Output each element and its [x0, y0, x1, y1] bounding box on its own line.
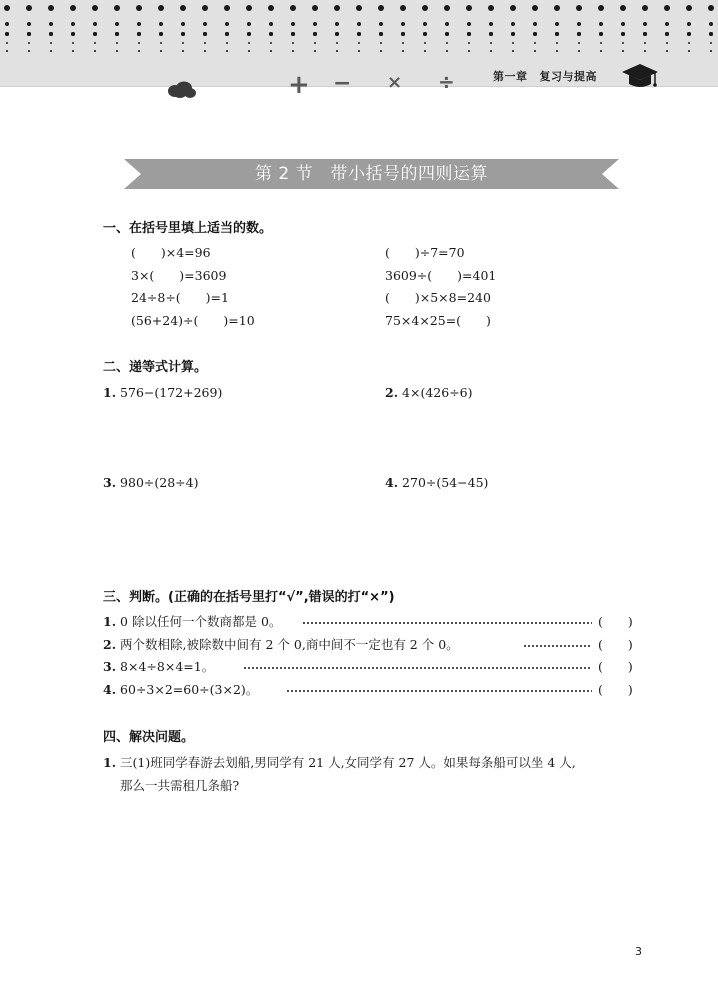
decorative-dot: [159, 32, 162, 35]
answer-bracket: ( ): [598, 614, 633, 629]
decorative-dot: [599, 32, 602, 35]
item-number: 2.: [385, 385, 399, 400]
decorative-dot: [577, 32, 580, 35]
decorative-dot: [445, 22, 449, 26]
section-title: 第 2 节 带小括号的四则运算: [254, 164, 489, 184]
decorative-dot: [181, 22, 185, 26]
decorative-dot: [378, 5, 384, 11]
decorative-dot: [600, 42, 602, 44]
decorative-dot: [556, 42, 558, 44]
answer-bracket: ( ): [598, 659, 633, 674]
decorative-dot: [204, 50, 206, 52]
decorative-dot: [27, 32, 30, 35]
decorative-dot: [137, 22, 141, 26]
decorative-dot: [446, 42, 448, 44]
calc-expression: 270÷(54−45): [402, 475, 489, 490]
dot-leader: [302, 621, 592, 625]
decorative-dot: [665, 22, 669, 26]
decorative-dot: [642, 5, 648, 11]
decorative-dot: [622, 42, 624, 44]
decorative-dot: [247, 32, 250, 35]
fill-blank-item: 75×4×25=( ): [385, 313, 491, 328]
decorative-dot: [158, 5, 164, 11]
fill-blank-item: 3609÷( )=401: [385, 268, 497, 283]
judge-statement: 8×4÷8×4=1。: [120, 659, 215, 674]
decorative-dot: [160, 42, 162, 44]
decorative-dot: [665, 32, 668, 35]
decorative-dot: [511, 22, 515, 26]
decorative-dot: [644, 50, 646, 52]
decorative-dot: [268, 5, 274, 11]
judge-item: [103, 637, 459, 653]
calc-item: [385, 475, 488, 491]
section-3-heading: 三、判断。(正确的在括号里打“√”,错误的打“×”): [103, 590, 395, 605]
decorative-dot: [666, 42, 668, 44]
decorative-dot: [50, 42, 52, 44]
decorative-dot: [138, 50, 140, 52]
fill-blank-item: ( )×5×8=240: [385, 290, 491, 305]
decorative-dot: [400, 5, 406, 11]
decorative-dot: [686, 5, 692, 11]
decorative-dot: [554, 5, 560, 11]
decorative-dot: [402, 50, 404, 52]
judge-item: [103, 614, 281, 630]
decorative-dot: [71, 32, 74, 35]
decorative-dot: [204, 42, 206, 44]
decorative-dot: [666, 50, 668, 52]
decorative-dot: [357, 22, 361, 26]
decorative-dot: [5, 22, 9, 26]
decorative-dot: [72, 50, 74, 52]
decorative-dot: [50, 50, 52, 52]
item-number: 1.: [103, 755, 117, 770]
decorative-dot: [115, 22, 119, 26]
decorative-dot: [621, 22, 625, 26]
decorative-dot: [444, 5, 450, 11]
decorative-dot: [6, 42, 8, 44]
decorative-dot: [116, 42, 118, 44]
decorative-dot: [72, 42, 74, 44]
decorative-dot: [182, 42, 184, 44]
section-1-heading: 一、在括号里填上适当的数。: [103, 221, 273, 236]
judge-statement: 0 除以任何一个数商都是 0。: [120, 614, 282, 629]
decorative-dot: [687, 32, 690, 35]
page-header: [0, 0, 718, 100]
decorative-dot: [28, 50, 30, 52]
decorative-dot: [379, 32, 382, 35]
decorative-dot: [510, 5, 516, 11]
decorative-dot: [138, 42, 140, 44]
decorative-dot: [687, 22, 691, 26]
decorative-dot: [380, 42, 382, 44]
decorative-dot: [423, 22, 427, 26]
decorative-dot: [358, 42, 360, 44]
calc-item: [103, 385, 222, 401]
chapter-label: [493, 68, 597, 84]
decorative-dot: [313, 22, 317, 26]
decorative-dot: [688, 50, 690, 52]
decorative-dot: [621, 32, 624, 35]
decorative-dot: [203, 22, 207, 26]
decorative-dot: [224, 5, 230, 11]
decorative-dot: [202, 5, 208, 11]
decorative-dot: [136, 5, 142, 11]
calc-expression: 4×(426÷6): [402, 385, 473, 400]
decorative-dot: [422, 5, 428, 11]
decorative-dot: [620, 5, 626, 11]
decorative-dot: [599, 22, 603, 26]
minus-icon: −: [333, 71, 352, 96]
decorative-dot: [115, 32, 118, 35]
item-number: 4.: [385, 475, 399, 490]
decorative-dot: [512, 42, 514, 44]
decorative-dot: [269, 22, 273, 26]
decorative-dot: [380, 50, 382, 52]
decorative-dot: [93, 22, 97, 26]
decorative-dot: [70, 5, 76, 11]
decorative-dot: [225, 22, 229, 26]
decorative-dot: [335, 32, 338, 35]
dot-leader: [523, 644, 592, 648]
decorative-dot: [598, 5, 604, 11]
decorative-dot: [578, 50, 580, 52]
fill-blank-item: 3×( )=3609: [131, 268, 227, 283]
decorative-dot: [94, 50, 96, 52]
decorative-dot: [225, 32, 228, 35]
decorative-dot: [291, 32, 294, 35]
decorative-dot: [312, 5, 318, 11]
chapter-number: 第一章: [493, 70, 528, 83]
decorative-dot: [709, 32, 712, 35]
decorative-dot: [710, 50, 712, 52]
decorative-dot: [27, 22, 31, 26]
decorative-dot: [379, 22, 383, 26]
decorative-dot: [512, 50, 514, 52]
decorative-dot: [335, 22, 339, 26]
decorative-dot: [402, 42, 404, 44]
decorative-dot: [48, 5, 54, 11]
times-icon: ×: [387, 72, 403, 93]
decorative-dot: [490, 42, 492, 44]
decorative-dot: [336, 42, 338, 44]
decorative-dot: [93, 32, 96, 35]
decorative-dot: [182, 50, 184, 52]
item-number: 2.: [103, 637, 117, 652]
page-number: 3: [635, 945, 642, 958]
item-number: 3.: [103, 659, 117, 674]
decorative-dot: [114, 5, 120, 11]
decorative-dot: [532, 5, 538, 11]
decorative-dot: [534, 50, 536, 52]
decorative-dot: [248, 50, 250, 52]
judge-item: [103, 659, 214, 675]
decorative-dot: [137, 32, 140, 35]
decorative-dot: [71, 22, 75, 26]
calc-expression: 980÷(28÷4): [120, 475, 199, 490]
decorative-dot: [246, 5, 252, 11]
judge-statement: 两个数相除,被除数中间有 2 个 0,商中间不一定也有 2 个 0。: [120, 637, 459, 652]
decorative-dot: [401, 32, 404, 35]
decorative-dot: [313, 32, 316, 35]
dot-leader: [286, 689, 592, 693]
decorative-dot: [423, 32, 426, 35]
decorative-dot: [6, 50, 8, 52]
decorative-dot: [203, 32, 206, 35]
section-2-heading: 二、递等式计算。: [103, 360, 208, 375]
decorative-dot: [555, 22, 559, 26]
decorative-dot: [664, 5, 670, 11]
graduation-cap-icon: [620, 62, 660, 90]
decorative-dot: [511, 32, 514, 35]
item-number: 1.: [103, 385, 117, 400]
decorative-dot: [533, 32, 536, 35]
decorative-dot: [446, 50, 448, 52]
item-number: 3.: [103, 475, 117, 490]
decorative-dot: [556, 50, 558, 52]
decorative-dot: [49, 22, 53, 26]
fill-blank-item: (56+24)÷( )=10: [131, 313, 255, 328]
decorative-dot: [314, 42, 316, 44]
decorative-dot: [26, 5, 32, 11]
decorative-dot: [688, 42, 690, 44]
decorative-dot: [490, 50, 492, 52]
decorative-dot: [643, 32, 646, 35]
item-number: 4.: [103, 682, 117, 697]
problem-text-line-2: 那么一共需租几条船?: [120, 778, 240, 793]
chapter-title: 复习与提高: [539, 70, 597, 83]
fill-blank-item: 24÷8÷( )=1: [131, 290, 229, 305]
decorative-dot: [600, 50, 602, 52]
decorative-dot: [466, 5, 472, 11]
decorative-dot: [489, 22, 493, 26]
decorative-dot: [92, 5, 98, 11]
calc-item: [385, 385, 473, 401]
decorative-dot: [468, 50, 470, 52]
divide-icon: ÷: [438, 70, 455, 94]
decorative-dot: [314, 50, 316, 52]
fill-blank-item: ( )×4=96: [131, 245, 211, 260]
decorative-dot: [533, 22, 537, 26]
decorative-dot: [709, 22, 713, 26]
word-problem: [103, 755, 576, 771]
decorative-dot: [576, 5, 582, 11]
decorative-dot: [269, 32, 272, 35]
decorative-dot: [710, 42, 712, 44]
decorative-dot: [4, 5, 10, 11]
item-number: 1.: [103, 614, 117, 629]
decorative-dot: [334, 5, 340, 11]
dot-leader: [243, 666, 592, 670]
calc-expression: 576−(172+269): [120, 385, 223, 400]
decorative-dot: [357, 32, 360, 35]
decorative-dot: [180, 5, 186, 11]
decorative-dot: [226, 50, 228, 52]
decorative-dot: [94, 42, 96, 44]
decorative-dot: [49, 32, 52, 35]
decorative-dot: [356, 5, 362, 11]
decorative-dot: [358, 50, 360, 52]
decorative-dot: [248, 42, 250, 44]
answer-bracket: ( ): [598, 637, 633, 652]
decorative-dot: [181, 32, 184, 35]
decorative-dot: [534, 42, 536, 44]
decorative-dot: [336, 50, 338, 52]
cloud-icon: [167, 81, 197, 99]
decorative-dot: [290, 5, 296, 11]
decorative-dot: [159, 22, 163, 26]
decorative-dot: [555, 32, 558, 35]
problem-text-line-1: 三(1)班同学春游去划船,男同学有 21 人,女同学有 27 人。如果每条船可以坐 4 人,: [120, 755, 576, 770]
decorative-dot: [445, 32, 448, 35]
decorative-dot: [28, 42, 30, 44]
decorative-dot: [468, 42, 470, 44]
plus-icon: +: [288, 70, 310, 100]
judge-item: [103, 682, 258, 698]
decorative-dot: [292, 50, 294, 52]
decorative-dot: [467, 32, 470, 35]
judge-statement: 60÷3×2=60÷(3×2)。: [120, 682, 259, 697]
decorative-dot: [424, 42, 426, 44]
decorative-dot: [270, 50, 272, 52]
decorative-dot: [247, 22, 251, 26]
decorative-dot: [226, 42, 228, 44]
decorative-dot: [292, 42, 294, 44]
decorative-dot: [644, 42, 646, 44]
decorative-dot: [424, 50, 426, 52]
section-4-heading: 四、解决问题。: [103, 730, 195, 745]
calc-item: [103, 475, 198, 491]
decorative-dot: [160, 50, 162, 52]
decorative-dot: [270, 42, 272, 44]
decorative-dot: [643, 22, 647, 26]
answer-bracket: ( ): [598, 682, 633, 697]
decorative-dot: [622, 50, 624, 52]
decorative-dot: [5, 32, 8, 35]
decorative-dot: [291, 22, 295, 26]
decorative-dot: [577, 22, 581, 26]
decorative-dot: [467, 22, 471, 26]
decorative-dot: [401, 22, 405, 26]
decorative-dot: [488, 5, 494, 11]
decorative-dot: [578, 42, 580, 44]
fill-blank-item: ( )÷7=70: [385, 245, 465, 260]
decorative-dot: [489, 32, 492, 35]
decorative-dot: [116, 50, 118, 52]
decorative-dot: [708, 5, 714, 11]
